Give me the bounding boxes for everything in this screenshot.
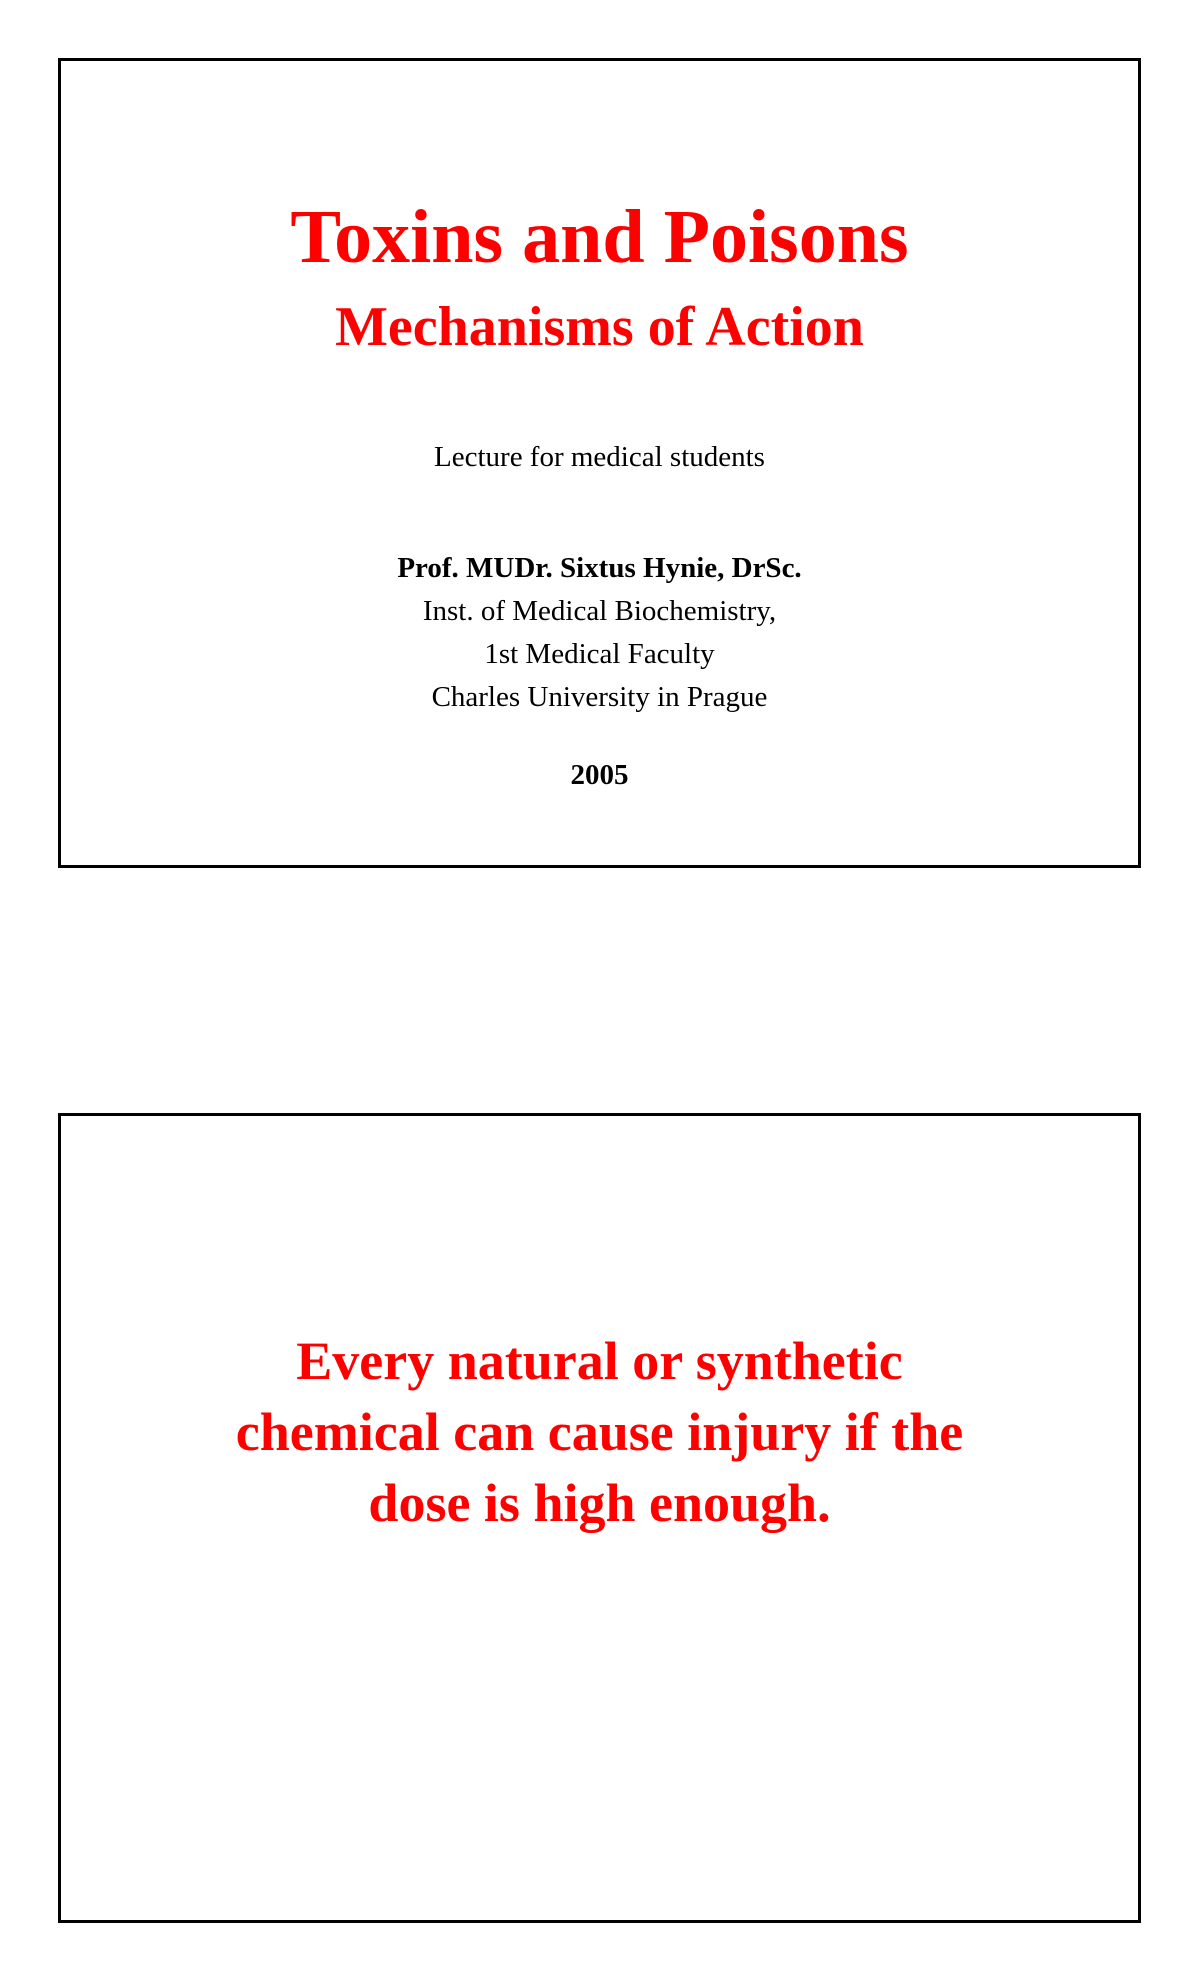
- affiliation-faculty: 1st Medical Faculty: [484, 638, 715, 670]
- title-slide: [58, 58, 1141, 868]
- key-statement: [121, 1326, 1078, 1539]
- slide-title: Toxins and Poisons: [290, 195, 909, 279]
- author-block: [61, 547, 1138, 719]
- lecture-year: 2005: [570, 759, 629, 791]
- author-name: Prof. MUDr. Sixtus Hynie, DrSc.: [397, 552, 802, 584]
- affiliation-university: Charles University in Prague: [431, 681, 768, 713]
- lecture-audience: Lecture for medical students: [434, 441, 765, 473]
- statement-line-1: Every natural or synthetic: [296, 1331, 903, 1391]
- statement-slide: [58, 1113, 1141, 1923]
- affiliation-institute: Inst. of Medical Biochemistry,: [422, 595, 777, 627]
- statement-line-2: chemical can cause injury if the: [235, 1402, 964, 1462]
- slide-subtitle: Mechanisms of Action: [335, 296, 864, 358]
- statement-line-3: dose is high enough.: [368, 1473, 831, 1533]
